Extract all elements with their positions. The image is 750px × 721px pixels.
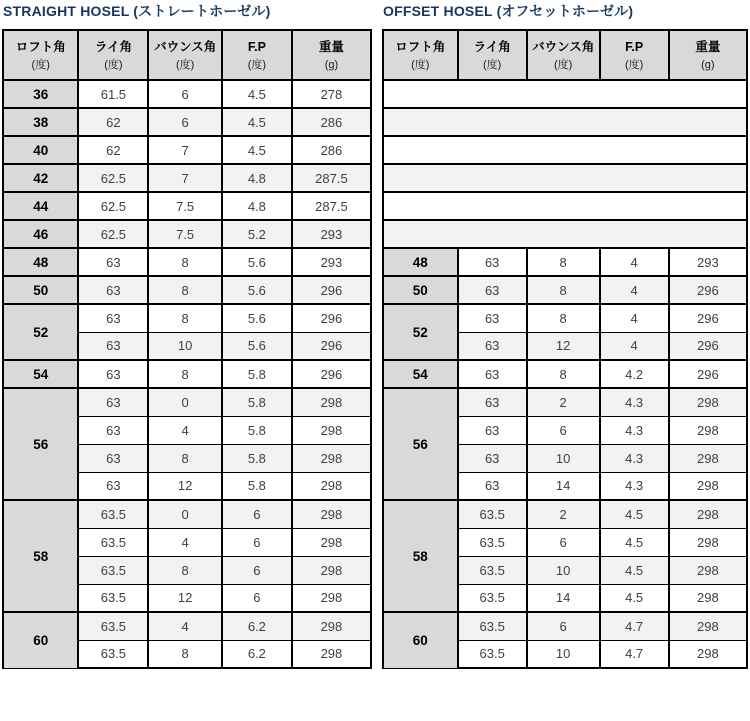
- spec-cell: 5.6: [222, 276, 292, 304]
- spec-cell: 4: [148, 528, 222, 556]
- spec-cell: 63.5: [78, 500, 148, 528]
- spec-cell: 298: [669, 584, 747, 612]
- spec-cell: 4.8: [222, 164, 292, 192]
- spec-cell: 6: [527, 528, 600, 556]
- loft-cell: 52: [3, 304, 78, 360]
- column-unit: (g): [324, 58, 339, 71]
- spec-cell: 296: [669, 304, 747, 332]
- spec-cell: 6: [222, 528, 292, 556]
- column-header: [600, 30, 669, 80]
- empty-cell: [383, 108, 747, 136]
- loft-cell: 58: [383, 500, 458, 612]
- spec-cell: 296: [292, 360, 371, 388]
- spec-cell: 4.5: [600, 556, 669, 584]
- spec-cell: 63: [458, 388, 527, 416]
- spec-cell: 6: [222, 584, 292, 612]
- column-unit: (度): [483, 58, 502, 71]
- spec-row: [3, 612, 371, 640]
- spec-cell: 298: [292, 584, 371, 612]
- loft-cell: 48: [383, 248, 458, 276]
- spec-cell: 63: [78, 332, 148, 360]
- column-header: [383, 30, 458, 80]
- spec-cell: 5.8: [222, 472, 292, 500]
- spec-row: [3, 80, 371, 108]
- spec-cell: 4.5: [600, 528, 669, 556]
- column-label: 重量: [318, 39, 344, 54]
- column-unit: (度): [31, 58, 50, 71]
- spec-cell: 4: [600, 332, 669, 360]
- spec-cell: 63: [458, 332, 527, 360]
- spec-cell: 12: [148, 584, 222, 612]
- spec-row: [3, 304, 371, 332]
- straight-hosel-title: [3, 3, 372, 20]
- empty-row: [383, 220, 747, 248]
- spec-row: [383, 304, 747, 332]
- spec-cell: 61.5: [78, 80, 148, 108]
- loft-cell: 58: [3, 500, 78, 612]
- table-body: [383, 80, 747, 668]
- spec-cell: 298: [669, 388, 747, 416]
- column-header: [292, 30, 371, 80]
- empty-cell: [383, 164, 747, 192]
- loft-cell: 60: [383, 612, 458, 668]
- loft-cell: 60: [3, 612, 78, 668]
- spec-cell: 4.3: [600, 472, 669, 500]
- spec-cell: 63: [458, 444, 527, 472]
- spec-cell: 4.3: [600, 416, 669, 444]
- spec-cell: 5.8: [222, 360, 292, 388]
- spec-cell: 296: [292, 332, 371, 360]
- spec-cell: 293: [669, 248, 747, 276]
- spec-cell: 8: [527, 248, 600, 276]
- spec-cell: 63: [78, 276, 148, 304]
- spec-row: [383, 248, 747, 276]
- spec-cell: 4: [148, 612, 222, 640]
- spec-cell: 14: [527, 472, 600, 500]
- column-header: [3, 30, 78, 80]
- spec-cell: 298: [669, 556, 747, 584]
- spec-cell: 8: [527, 304, 600, 332]
- spec-cell: 62.5: [78, 220, 148, 248]
- spec-row: [3, 360, 371, 388]
- spec-cell: 5.8: [222, 388, 292, 416]
- spec-cell: 63: [78, 304, 148, 332]
- spec-cell: 4: [148, 416, 222, 444]
- spec-cell: 63.5: [78, 584, 148, 612]
- table-body: [3, 80, 371, 668]
- spec-row: [3, 136, 371, 164]
- spec-cell: 8: [148, 640, 222, 668]
- column-header: [78, 30, 148, 80]
- column-label: 重量: [695, 39, 721, 54]
- spec-cell: 8: [527, 360, 600, 388]
- spec-cell: 63: [78, 388, 148, 416]
- column-header: [669, 30, 747, 80]
- spec-cell: 4.7: [600, 612, 669, 640]
- spec-row: [3, 192, 371, 220]
- column-label: バウンス角: [154, 39, 217, 54]
- loft-cell: 56: [3, 388, 78, 500]
- spec-cell: 63.5: [78, 528, 148, 556]
- spec-cell: 5.8: [222, 444, 292, 472]
- spec-cell: 10: [527, 640, 600, 668]
- spec-row: [3, 164, 371, 192]
- offset-hosel-title-text: OFFSET HOSEL (オフセットホーゼル): [383, 3, 634, 19]
- spec-cell: 293: [292, 220, 371, 248]
- spec-cell: 298: [669, 612, 747, 640]
- spec-cell: 8: [148, 444, 222, 472]
- spec-cell: 4.5: [222, 80, 292, 108]
- spec-cell: 4.3: [600, 388, 669, 416]
- spec-cell: 0: [148, 388, 222, 416]
- spec-cell: 8: [148, 248, 222, 276]
- spec-cell: 4.7: [600, 640, 669, 668]
- loft-cell: 54: [3, 360, 78, 388]
- spec-cell: 298: [292, 528, 371, 556]
- empty-cell: [383, 136, 747, 164]
- spec-cell: 4: [600, 304, 669, 332]
- column-header: [222, 30, 292, 80]
- spec-cell: 298: [669, 528, 747, 556]
- spec-cell: 6: [527, 416, 600, 444]
- table-header: [383, 30, 747, 80]
- spec-row: [3, 220, 371, 248]
- spec-cell: 296: [292, 276, 371, 304]
- spec-cell: 298: [292, 640, 371, 668]
- column-label: ライ角: [94, 39, 132, 54]
- spec-row: [383, 612, 747, 640]
- spec-cell: 7: [148, 136, 222, 164]
- spec-cell: 6: [222, 556, 292, 584]
- spec-row: [383, 500, 747, 528]
- spec-cell: 296: [669, 276, 747, 304]
- column-unit: (度): [411, 58, 430, 71]
- spec-cell: 296: [669, 332, 747, 360]
- spec-cell: 2: [527, 500, 600, 528]
- spec-cell: 10: [148, 332, 222, 360]
- spec-cell: 63.5: [78, 612, 148, 640]
- straight-hosel-table: [2, 29, 372, 669]
- spec-cell: 63.5: [458, 640, 527, 668]
- spec-cell: 12: [148, 472, 222, 500]
- spec-cell: 5.6: [222, 332, 292, 360]
- spec-cell: 63.5: [458, 612, 527, 640]
- column-label: ロフト角: [15, 39, 66, 54]
- spec-cell: 8: [148, 360, 222, 388]
- spec-cell: 296: [292, 304, 371, 332]
- empty-row: [383, 108, 747, 136]
- spec-cell: 63: [78, 360, 148, 388]
- column-label: F.P: [625, 39, 644, 54]
- empty-row: [383, 136, 747, 164]
- table-header: [3, 30, 371, 80]
- spec-cell: 8: [148, 556, 222, 584]
- spec-cell: 63: [78, 472, 148, 500]
- straight-hosel-section: [2, 0, 372, 669]
- straight-hosel-title-text: STRAIGHT HOSEL (ストレートホーゼル): [3, 3, 271, 19]
- loft-cell: 48: [3, 248, 78, 276]
- column-label: バウンス角: [532, 39, 595, 54]
- spec-cell: 298: [292, 444, 371, 472]
- spec-cell: 6.2: [222, 612, 292, 640]
- spec-cell: 4: [600, 248, 669, 276]
- spec-cell: 63: [78, 248, 148, 276]
- spec-cell: 62.5: [78, 192, 148, 220]
- spec-cell: 8: [148, 276, 222, 304]
- spec-row: [3, 276, 371, 304]
- spec-cell: 5.2: [222, 220, 292, 248]
- loft-cell: 36: [3, 80, 78, 108]
- spec-cell: 10: [527, 556, 600, 584]
- loft-cell: 56: [383, 388, 458, 500]
- spec-cell: 6: [148, 80, 222, 108]
- spec-cell: 63: [458, 416, 527, 444]
- spec-cell: 63.5: [458, 556, 527, 584]
- spec-cell: 298: [669, 500, 747, 528]
- column-header: [148, 30, 222, 80]
- header-row: [3, 30, 371, 80]
- spec-row: [383, 276, 747, 304]
- spec-cell: 63: [78, 416, 148, 444]
- spec-cell: 4.5: [600, 500, 669, 528]
- column-label: ライ角: [473, 39, 511, 54]
- column-unit: (度): [175, 58, 195, 71]
- spec-cell: 62: [78, 136, 148, 164]
- empty-row: [383, 164, 747, 192]
- spec-cell: 287.5: [292, 192, 371, 220]
- spec-cell: 6: [148, 108, 222, 136]
- spec-cell: 6.2: [222, 640, 292, 668]
- spec-cell: 7.5: [148, 192, 222, 220]
- spec-cell: 298: [292, 612, 371, 640]
- spec-cell: 4.5: [600, 584, 669, 612]
- spec-cell: 63: [78, 444, 148, 472]
- spec-cell: 63.5: [78, 640, 148, 668]
- spec-cell: 62.5: [78, 164, 148, 192]
- spec-row: [383, 360, 747, 388]
- column-header: [458, 30, 527, 80]
- spec-cell: 63: [458, 472, 527, 500]
- spec-cell: 8: [148, 304, 222, 332]
- spec-cell: 63: [458, 304, 527, 332]
- column-label: F.P: [247, 39, 266, 54]
- spec-cell: 8: [527, 276, 600, 304]
- spec-row: [3, 248, 371, 276]
- column-label: ロフト角: [395, 39, 446, 54]
- offset-hosel-title: [383, 3, 748, 20]
- spec-cell: 63.5: [78, 556, 148, 584]
- column-unit: (度): [104, 58, 123, 71]
- spec-cell: 63: [458, 276, 527, 304]
- loft-cell: 46: [3, 220, 78, 248]
- spec-cell: 298: [669, 640, 747, 668]
- spec-cell: 63.5: [458, 528, 527, 556]
- empty-row: [383, 80, 747, 108]
- header-row: [383, 30, 747, 80]
- empty-cell: [383, 220, 747, 248]
- column-unit: (度): [624, 58, 644, 71]
- spec-cell: 63.5: [458, 584, 527, 612]
- empty-cell: [383, 80, 747, 108]
- spec-cell: 5.6: [222, 304, 292, 332]
- spec-cell: 287.5: [292, 164, 371, 192]
- empty-row: [383, 192, 747, 220]
- spec-cell: 298: [292, 556, 371, 584]
- loft-cell: 44: [3, 192, 78, 220]
- spec-cell: 5.8: [222, 416, 292, 444]
- column-unit: (度): [554, 58, 573, 71]
- spec-cell: 298: [292, 500, 371, 528]
- spec-cell: 62: [78, 108, 148, 136]
- spec-cell: 63: [458, 360, 527, 388]
- spec-cell: 10: [527, 444, 600, 472]
- spec-cell: 298: [669, 444, 747, 472]
- loft-cell: 42: [3, 164, 78, 192]
- spec-cell: 293: [292, 248, 371, 276]
- spec-cell: 6: [222, 500, 292, 528]
- spec-cell: 286: [292, 108, 371, 136]
- spec-cell: 6: [527, 612, 600, 640]
- spec-cell: 4.2: [600, 360, 669, 388]
- spec-cell: 5.6: [222, 248, 292, 276]
- loft-cell: 40: [3, 136, 78, 164]
- spec-row: [3, 108, 371, 136]
- spec-cell: 7.5: [148, 220, 222, 248]
- spec-cell: 4.5: [222, 136, 292, 164]
- spec-cell: 12: [527, 332, 600, 360]
- loft-cell: 50: [3, 276, 78, 304]
- spec-row: [383, 388, 747, 416]
- loft-cell: 54: [383, 360, 458, 388]
- spec-cell: 4: [600, 276, 669, 304]
- spec-cell: 0: [148, 500, 222, 528]
- offset-hosel-section: [382, 0, 748, 669]
- loft-cell: 38: [3, 108, 78, 136]
- spec-cell: 298: [292, 416, 371, 444]
- spec-cell: 298: [669, 416, 747, 444]
- spec-cell: 298: [669, 472, 747, 500]
- loft-cell: 50: [383, 276, 458, 304]
- spec-cell: 286: [292, 136, 371, 164]
- spec-cell: 278: [292, 80, 371, 108]
- column-header: [527, 30, 600, 80]
- spec-cell: 4.5: [222, 108, 292, 136]
- spec-cell: 298: [292, 388, 371, 416]
- spec-cell: 14: [527, 584, 600, 612]
- spec-cell: 63: [458, 248, 527, 276]
- spec-cell: 2: [527, 388, 600, 416]
- spec-cell: 296: [669, 360, 747, 388]
- column-unit: (g): [701, 58, 715, 71]
- spec-row: [3, 388, 371, 416]
- spec-cell: 63.5: [458, 500, 527, 528]
- spec-cell: 298: [292, 472, 371, 500]
- offset-hosel-table: [382, 29, 748, 669]
- column-unit: (度): [247, 58, 267, 71]
- spec-cell: 7: [148, 164, 222, 192]
- loft-cell: 52: [383, 304, 458, 360]
- spec-row: [3, 500, 371, 528]
- empty-cell: [383, 192, 747, 220]
- spec-cell: 4.8: [222, 192, 292, 220]
- spec-cell: 4.3: [600, 444, 669, 472]
